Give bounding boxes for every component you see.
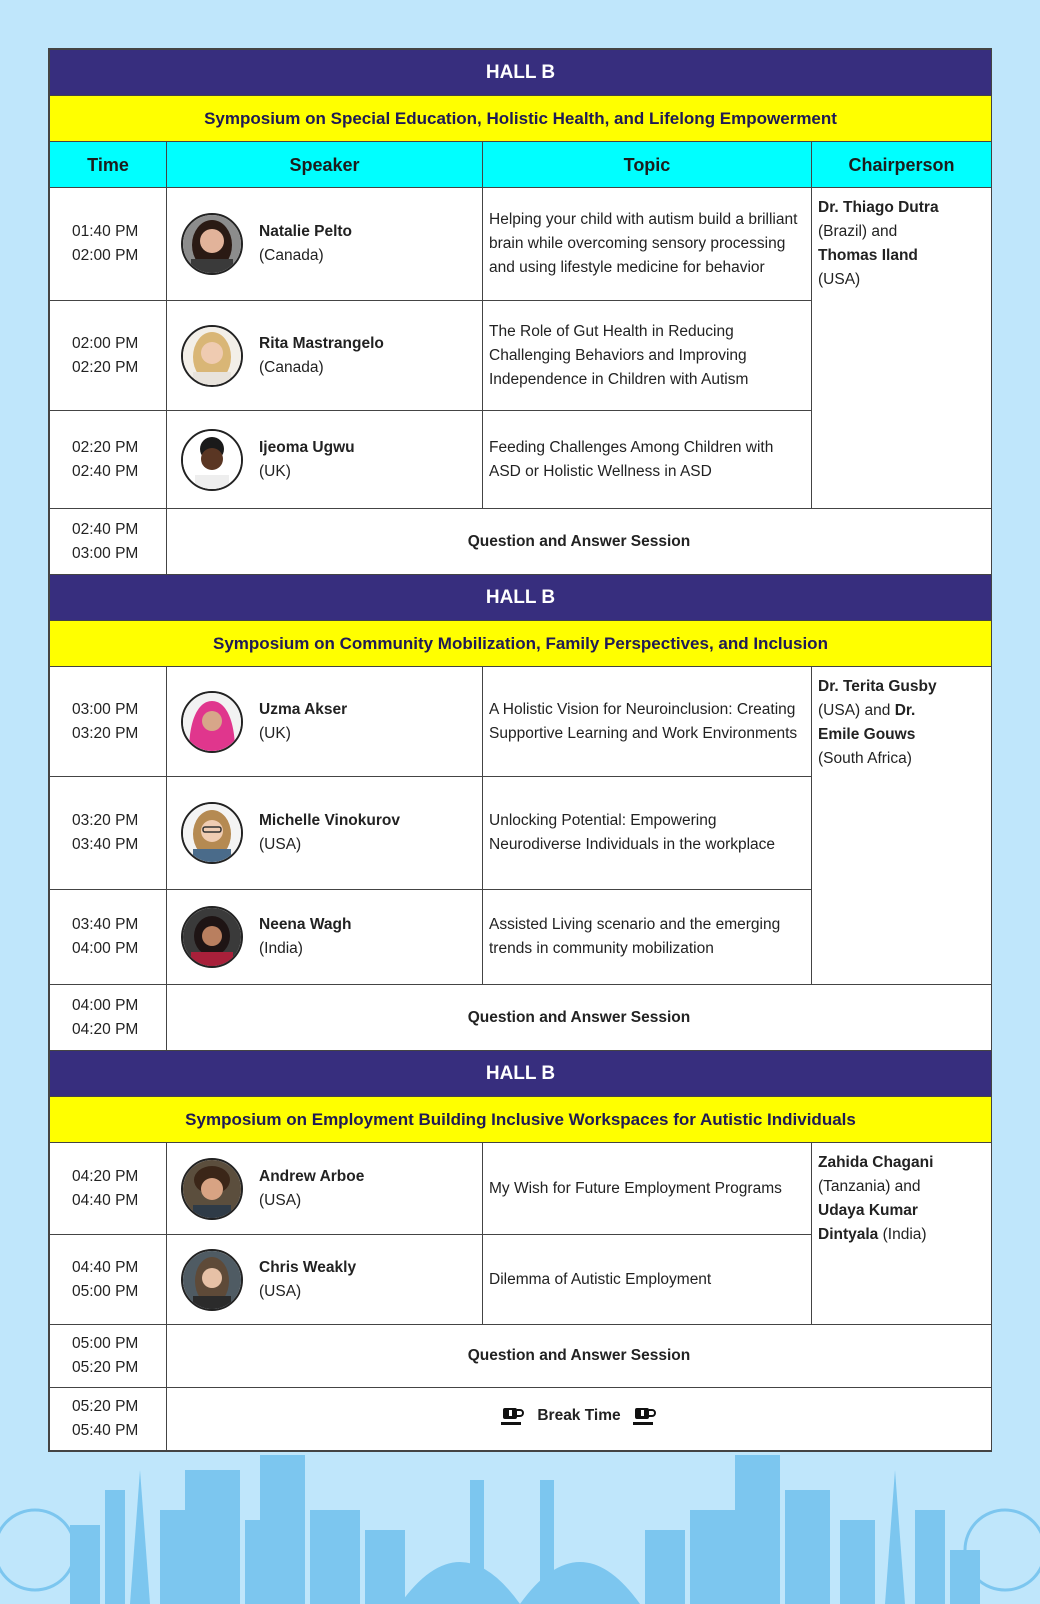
topic-cell: Unlocking Potential: Empowering Neurodiverse Individuals in the workplace [483,777,812,890]
city-skyline-decoration [0,1450,1040,1604]
time-slot: 04:20 PM 04:40 PM [50,1143,167,1235]
qa-row [50,509,992,575]
time-slot: 05:20 PM 05:40 PM [50,1388,167,1451]
speaker-cell [167,301,483,411]
topic-cell: The Role of Gut Health in Reducing Challenging Behaviors and Improving Independence in Children with Autism [483,301,812,411]
speaker-country: (Canada) [259,358,324,376]
speaker-country: (USA) [259,1191,302,1209]
time-slot: 04:40 PM 05:00 PM [50,1235,167,1325]
time-slot: 05:00 PM 05:20 PM [50,1325,167,1388]
speaker-country: (USA) [259,836,302,853]
topic-cell: A Holistic Vision for Neuroinclusion: Creating Supportive Learning and Work Environments [483,667,812,777]
hall-heading: HALL B [50,50,992,96]
speaker-name: Natalie Pelto [259,223,353,240]
column-speaker: Speaker [167,142,483,188]
hall-heading: HALL B [50,1051,992,1097]
qa-row [50,985,992,1051]
speaker-avatar [181,691,243,753]
qa-row [50,1325,992,1388]
chairperson-cell: Dr. Thiago Dutra (Brazil) and Thomas Iland (USA) [812,188,992,509]
schedule-sheet [48,48,992,1452]
speaker-country: (UK) [259,724,291,742]
speaker-avatar [181,802,243,864]
speaker-cell [167,1143,483,1235]
speaker-cell [167,777,483,890]
speaker-name: Uzma Akser [259,700,348,718]
speaker-name: Michelle Vinokurov [259,812,400,829]
speaker-name: Ijeoma Ugwu [259,438,355,456]
chairperson-cell: Dr. Terita Gusby (USA) and Dr. Emile Gouws (South Africa) [812,667,992,985]
speaker-name: Chris Weakly [259,1258,357,1276]
time-slot: 01:40 PM 02:00 PM [50,188,167,301]
hall-heading: HALL B [50,575,992,621]
column-time: Time [50,142,167,188]
speaker-avatar [181,429,243,491]
qa-session-label: Question and Answer Session [167,509,992,575]
time-slot: 03:00 PM 03:20 PM [50,667,167,777]
speaker-country: (India) [259,940,303,957]
speaker-cell [167,188,483,301]
speaker-cell [167,411,483,509]
symposium-title: Symposium on Employment Building Inclusive Workspaces for Autistic Individuals [50,1097,992,1143]
talk-row [50,188,992,301]
time-slot: 02:20 PM 02:40 PM [50,411,167,509]
topic-cell: Feeding Challenges Among Children with ASD or Holistic Wellness in ASD [483,411,812,509]
column-chairperson: Chairperson [812,142,992,188]
coffee-cup-icon [501,1406,525,1426]
topic-cell: Assisted Living scenario and the emerging trends in community mobilization [483,890,812,985]
speaker-name: Rita Mastrangelo [259,334,384,352]
symposium-title: Symposium on Special Education, Holistic Health, and Lifelong Empowerment [50,96,992,142]
time-slot: 03:40 PM 04:00 PM [50,890,167,985]
break-cell [167,1388,992,1451]
break-row [50,1388,992,1451]
time-slot: 04:00 PM 04:20 PM [50,985,167,1051]
topic-cell: Dilemma of Autistic Employment [483,1235,812,1325]
speaker-avatar [181,325,243,387]
speaker-country: (USA) [259,1282,302,1300]
speaker-cell [167,1235,483,1325]
symposium-title: Symposium on Community Mobilization, Family Perspectives, and Inclusion [50,621,992,667]
qa-session-label: Question and Answer Session [167,985,992,1051]
column-topic: Topic [483,142,812,188]
speaker-avatar [181,906,243,968]
topic-cell: Helping your child with autism build a brilliant brain while overcoming sensory processing and using lifestyle medicine for behavior [483,188,812,301]
chairperson-cell: Zahida Chagani (Tanzania) and Udaya Kumar Dintyala (India) [812,1143,992,1325]
speaker-avatar [181,213,243,275]
topic-cell: My Wish for Future Employment Programs [483,1143,812,1235]
speaker-cell [167,667,483,777]
speaker-name: Andrew Arboe [259,1167,365,1185]
time-slot: 02:40 PM 03:00 PM [50,509,167,575]
schedule-table [49,49,992,1451]
break-label: Break Time [537,1407,621,1424]
talk-row [50,667,992,777]
speaker-avatar [181,1158,243,1220]
coffee-cup-icon [633,1406,657,1426]
speaker-avatar [181,1249,243,1311]
qa-session-label: Question and Answer Session [167,1325,992,1388]
speaker-country: (UK) [259,462,291,480]
time-slot: 02:00 PM 02:20 PM [50,301,167,411]
talk-row [50,1143,992,1235]
speaker-cell [167,890,483,985]
time-slot: 03:20 PM 03:40 PM [50,777,167,890]
speaker-country: (Canada) [259,247,324,264]
speaker-name: Neena Wagh [259,916,352,933]
